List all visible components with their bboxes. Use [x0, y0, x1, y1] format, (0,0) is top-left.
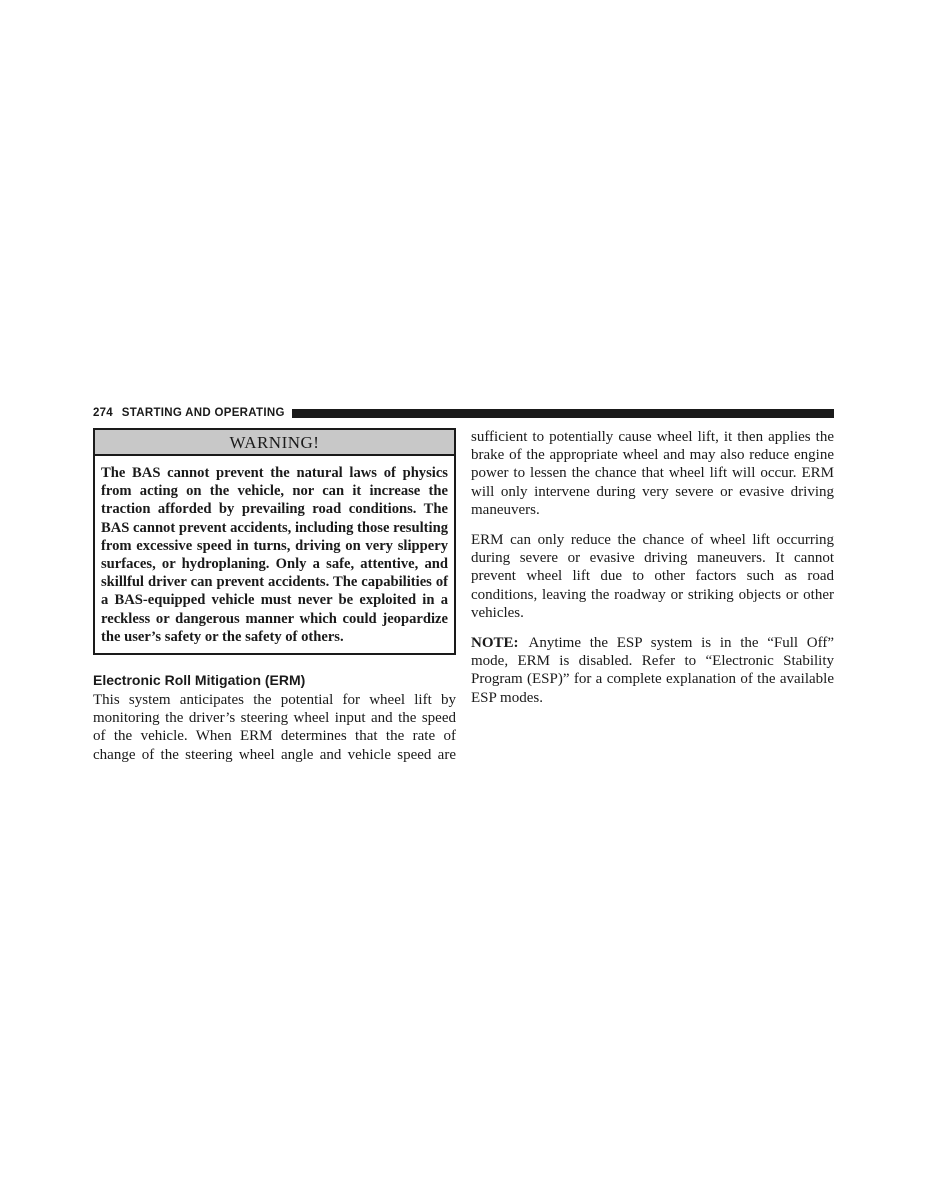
warning-title: WARNING! [95, 430, 454, 456]
erm-heading: Electronic Roll Mitigation (ERM) [93, 672, 306, 689]
erm-paragraph-1-continued: sufficient to potentially cause wheel lift, it then applies the brake of the appropriate wheel and may also reduce engine power to lessen the chance that wheel lift will occur. ERM will only intervene during very severe or evasive driving maneuvers. [471, 429, 834, 518]
note-label: NOTE: [471, 635, 519, 652]
page-number: 274 [93, 407, 113, 419]
header-rule [292, 409, 834, 418]
warning-box [93, 428, 456, 655]
erm-paragraph-1 [93, 691, 456, 764]
section-title: STARTING AND OPERATING [121, 407, 285, 419]
warning-body: The BAS cannot prevent the natural laws of physics from acting on the vehicle, nor can it increase the traction afforded by prevailing road conditions. The BAS cannot prevent accidents, including those resulting from excessive speed in turns, driving on very slippery surfaces, or hydroplaning. Only a safe, attentive, and skillful driver can prevent accidents. The capabilities of a BAS-equipped vehicle must never be exploited in a reckless or dangerous manner which could jeopardize the user’s safety or the safety of others. [101, 465, 448, 645]
erm-paragraph-1-text: This system anticipates the potential for wheel lift by monitoring the driver’s steering wheel input and the speed of the vehicle. When ERM determines that the rate of change of the steering wheel angle and vehicle speed are [93, 692, 456, 763]
left-column [93, 428, 456, 764]
erm-paragraph-2: ERM can only reduce the chance of wheel lift occurring during severe or evasive driving maneuvers. It cannot prevent wheel lift due to other factors such as road conditions, leaving the roadway or striking objects or other vehicles. [471, 532, 834, 621]
erm-note [471, 634, 834, 707]
page-header [93, 405, 834, 421]
right-column [471, 428, 834, 707]
note-text: Anytime the ESP system is in the “Full Off” mode, ERM is disabled. Refer to “Electronic Stability Program (ESP)” for a complete explanation of the available ESP modes. [471, 635, 834, 706]
